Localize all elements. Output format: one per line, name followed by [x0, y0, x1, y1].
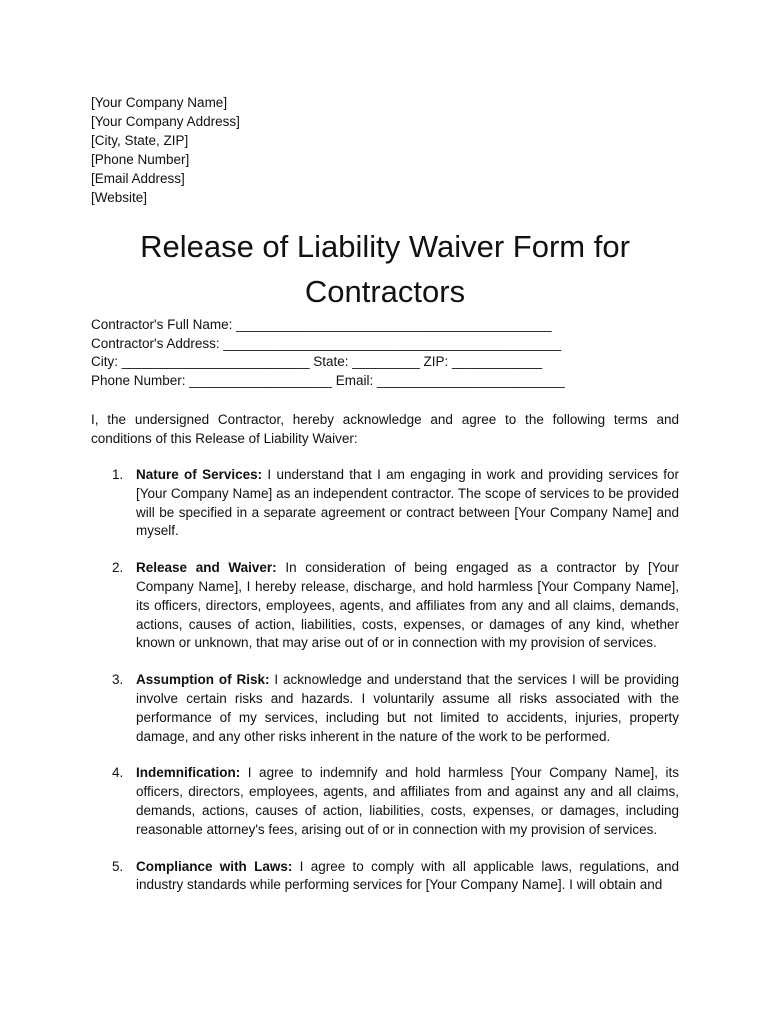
- contractor-fields: [91, 316, 565, 390]
- company-info-block: [91, 93, 240, 207]
- term-item: [91, 671, 679, 746]
- term-title: Compliance with Laws:: [136, 858, 293, 874]
- term-title: Nature of Services:: [136, 467, 263, 482]
- intro-paragraph: I, the undersigned Contractor, hereby acknowledge and agree to the following terms and conditions of this Release of Liability Waiver:: [91, 412, 679, 446]
- company-name: [Your Company Name]: [91, 95, 228, 110]
- document-title: [60, 224, 710, 314]
- document-title-line-1: Release of Liability Waiver Form for: [140, 229, 630, 264]
- term-text: I agree to indemnify and hold harmless [Your Company Name], its officers, directors, employees, agents, and affiliates from and against any and all claims, demands, actions, causes of action, liabilities, costs, expenses, or damages, including reasonable attorney's fees, arising out of or in connection with my provision of services.: [136, 765, 679, 837]
- terms-list: [91, 466, 679, 913]
- contractor-city-state-zip-field: City: _________________________ State: _________ ZIP: ____________: [91, 354, 543, 370]
- company-phone: [Phone Number]: [91, 152, 190, 167]
- company-website: [Website]: [91, 190, 148, 205]
- term-title: Indemnification:: [136, 765, 241, 781]
- company-city-state-zip: [City, State, ZIP]: [91, 133, 189, 148]
- company-email: [Email Address]: [91, 171, 185, 186]
- term-text: I acknowledge and understand that the services I will be providing involve certain risks and hazards. I voluntarily assume all risks associated with the performance of my services, including but not limited to accidents, injuries, property damage, and any other risks inherent in the nature of the work to be performed.: [136, 672, 679, 744]
- term-number: 2.: [112, 560, 124, 576]
- term-text: In consideration of being engaged as a contractor by [Your Company Name], I hereby release, discharge, and hold harmless [Your Company Name], its officers, directors, employees, agents, and affiliates from any and all claims, demands, actions, causes of action, liabilities, costs, expenses, or damages of any kind, whether known or unknown, that may arise out of or in connection with my provision of services.: [136, 560, 680, 651]
- company-address: [Your Company Address]: [91, 114, 240, 129]
- term-title: Release and Waiver:: [136, 560, 277, 576]
- term-number: 1.: [112, 467, 124, 482]
- term-number: 5.: [112, 858, 124, 874]
- contractor-address-field: Contractor's Address: _____________________________________________: [91, 335, 562, 351]
- contractor-full-name-field: Contractor's Full Name: __________________________________________: [91, 317, 552, 332]
- term-text: I understand that I am engaging in work and providing services for [Your Company Name] as an independent contractor. The scope of services to be provided will be specified in a separate agreement or contract between [Your Company Name] and myself.: [136, 467, 679, 539]
- term-number: 3.: [112, 672, 124, 688]
- term-item: [91, 559, 679, 653]
- contractor-phone-email-field: Phone Number: ___________________ Email: _________________________: [91, 372, 565, 388]
- term-number: 4.: [112, 765, 124, 781]
- term-title: Assumption of Risk:: [136, 672, 270, 688]
- document-title-line-2: Contractors: [304, 274, 466, 309]
- term-item: [91, 858, 679, 896]
- term-text: I agree to comply with all applicable laws, regulations, and industry standards while performing services for [Your Company Name]. I will obtain and: [136, 858, 679, 893]
- term-item: [91, 466, 679, 541]
- term-item: [91, 764, 679, 839]
